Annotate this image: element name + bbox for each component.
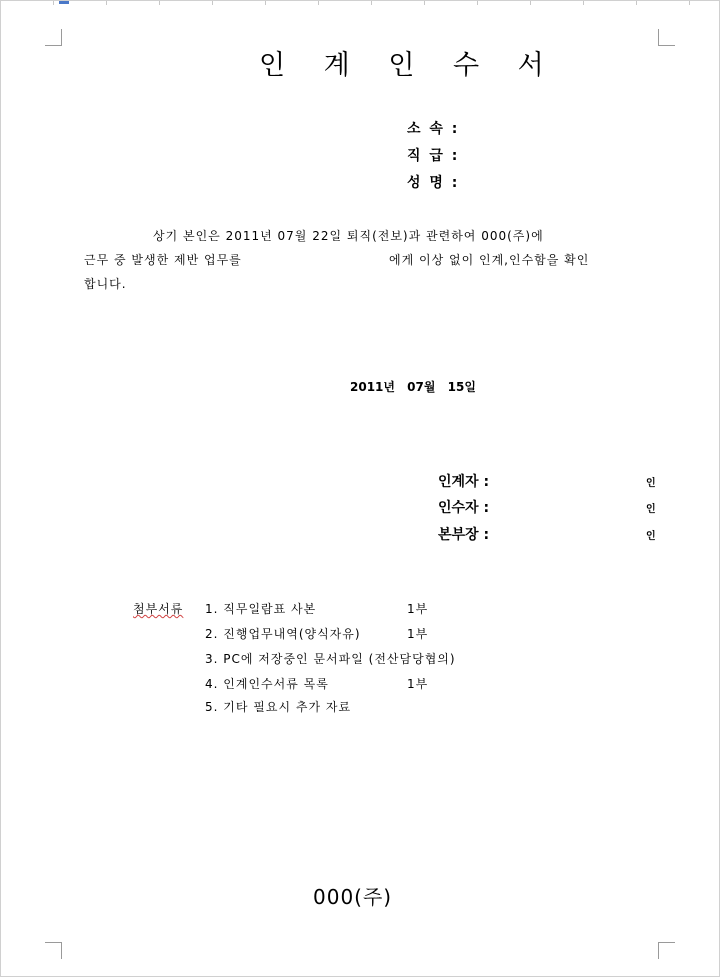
ruler-indicator (59, 1, 69, 4)
seal-receiver: 인 (646, 504, 656, 515)
attachment-item: 3. PC에 저장중인 문서파일 (전산담당협의) (205, 652, 456, 666)
body-line-3: 합니다. (84, 277, 127, 291)
document-date: 2011년 07월 15일 (350, 380, 476, 394)
ruler-marks (1, 1, 720, 5)
signature-label-director: 본부장 : (438, 527, 490, 543)
crop-mark-top-left (45, 29, 62, 46)
seal-handover: 인 (646, 478, 656, 489)
body-line-1: 상기 본인은 2011년 07월 22일 퇴직(전보)과 관련하여 000(주)에 (153, 229, 544, 243)
field-name: 성 명 : (407, 175, 460, 191)
field-affiliation: 소 속 : (407, 121, 460, 137)
crop-mark-top-right (658, 29, 675, 46)
signature-label-handover: 인계자 : (438, 474, 490, 490)
seal-director: 인 (646, 531, 656, 542)
crop-mark-bottom-left (45, 942, 62, 959)
body-line-2-right: 에게 이상 없이 인계,인수함을 확인 (389, 253, 590, 267)
signature-label-receiver: 인수자 : (438, 500, 490, 516)
attachment-count: 1부 (407, 602, 429, 616)
attachment-item: 2. 진행업무내역(양식자유) (205, 627, 361, 641)
crop-mark-bottom-right (658, 942, 675, 959)
document-title: 인 계 인 수 서 (259, 50, 559, 81)
company-name: 000(주) (313, 885, 393, 909)
attachment-item: 1. 직무일람표 사본 (205, 602, 317, 616)
attachment-count: 1부 (407, 627, 429, 641)
attachment-item: 5. 기타 필요시 추가 자료 (205, 700, 352, 714)
field-position: 직 급 : (407, 148, 460, 164)
attachment-count: 1부 (407, 677, 429, 691)
attachments-heading: 첨부서류 (133, 602, 184, 616)
attachment-item: 4. 인계인수서류 목록 (205, 677, 329, 691)
body-line-2-left: 근무 중 발생한 제반 업무를 (84, 253, 242, 267)
